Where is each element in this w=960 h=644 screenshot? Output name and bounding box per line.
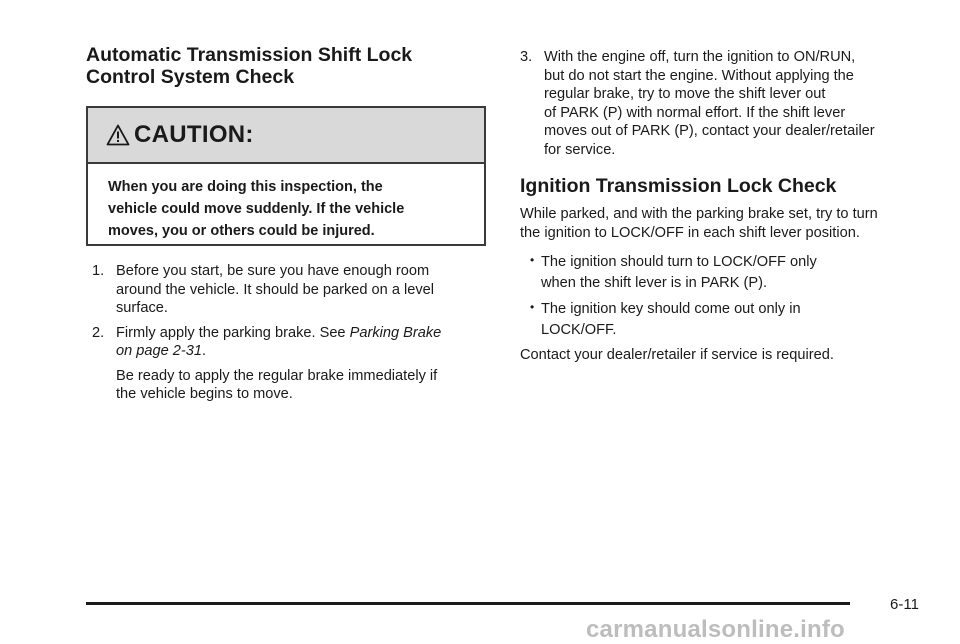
bullet-icon: •: [530, 253, 535, 267]
footer-rule: [86, 602, 850, 605]
page-reference-link[interactable]: on page 2-31: [116, 343, 203, 359]
list-item: • The ignition key should come out only in LOCK/OFF.: [520, 299, 940, 340]
steps-list: [92, 262, 492, 404]
parking-brake-link[interactable]: Parking Brake: [349, 324, 442, 341]
warning-triangle-icon: [106, 124, 130, 146]
caution-header: [88, 108, 484, 164]
step-2-note: Be ready to apply the regular brake immediately if the vehicle begins to move.: [116, 367, 438, 402]
ignition-section-title: Ignition Transmission Lock Check: [520, 175, 837, 197]
ignition-bullets: [520, 252, 940, 340]
right-column: [520, 48, 940, 365]
caution-box: [86, 106, 486, 246]
list-item: • The ignition should turn to LOCK/OFF only when the shift lever is in PARK (P).: [520, 252, 940, 293]
caution-title: CAUTION:: [134, 121, 254, 148]
watermark: carmanualsonline.info: [586, 616, 845, 643]
left-column: [86, 44, 490, 88]
step-1: 1. Before you start, be sure you have enough room around the vehicle. It should be parked on a level surface.: [92, 263, 435, 316]
bullet-icon: •: [530, 300, 535, 314]
caution-text: When you are doing this inspection, the vehicle could move suddenly. If the vehicle moves, you or others could be injured.: [108, 179, 405, 239]
contact-note: Contact your dealer/retailer if service is required.: [520, 347, 834, 363]
page-number: 6-11: [890, 596, 919, 613]
ignition-intro: While parked, and with the parking brake set, try to turn the ignition to LOCK/OFF in each shift lever position.: [520, 206, 878, 241]
section-title: Automatic Transmission Shift Lock Control System Check: [86, 44, 413, 88]
step-2: 2. Firmly apply the parking brake. See Parking Brake on page 2-31.: [92, 324, 442, 359]
step-3: 3. With the engine off, turn the ignition to ON/RUN, but do not start the engine. Without applying the regular brake, try to move the shift lever out of PARK (P) with normal effort. If the shift lever moves out of PARK (P), contact your dealer/retailer for service.: [520, 49, 875, 158]
